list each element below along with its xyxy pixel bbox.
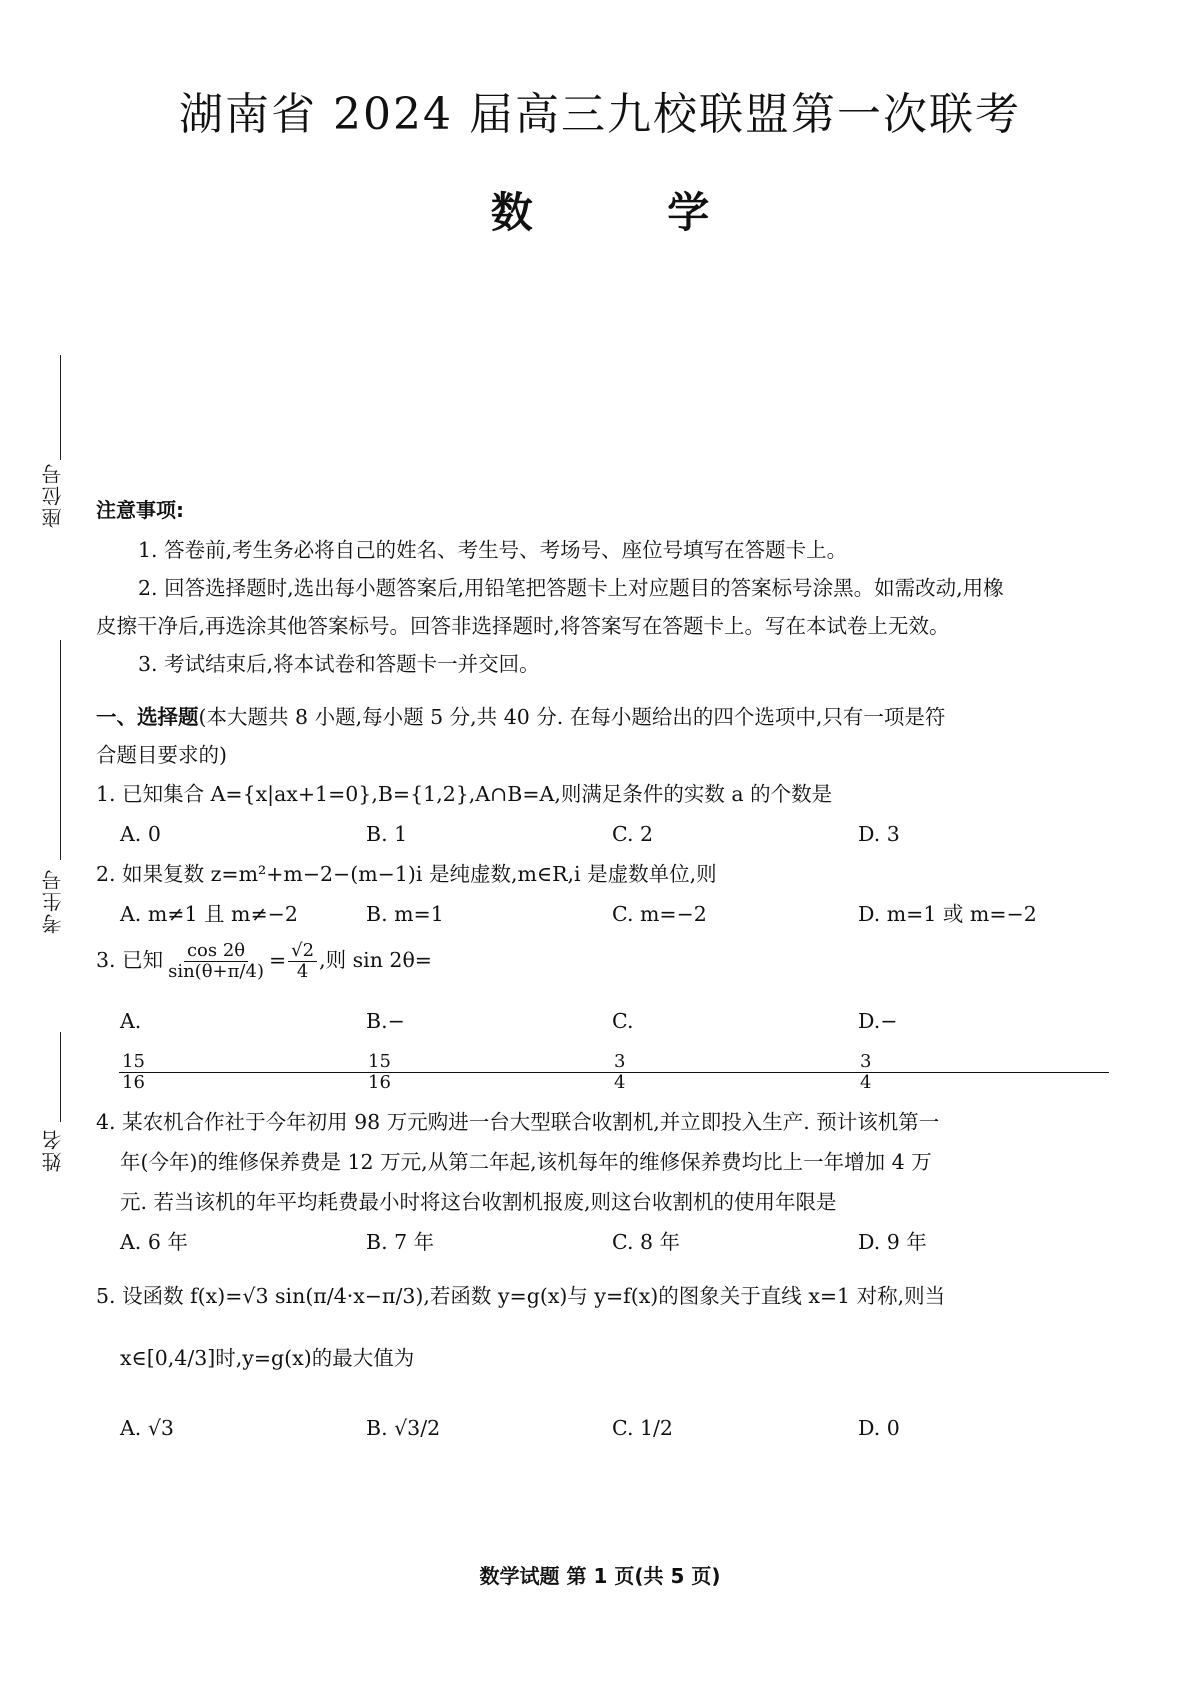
q3-d-label: D.	[858, 1008, 881, 1033]
q3-equals: =	[268, 948, 287, 972]
q2-option-a: A. m≠1 且 m≠−2	[120, 902, 298, 926]
q3-suffix: ,则 sin 2θ=	[319, 948, 432, 972]
q3-option-c	[612, 996, 858, 1096]
q3-d-sign: −	[880, 1008, 898, 1033]
q3-prefix: 3. 已知	[96, 948, 164, 972]
notice-item-3: 3. 考试结束后,将本试卷和答题卡一并交回。	[138, 652, 540, 676]
question-3-options	[96, 996, 1116, 1096]
name-line	[60, 1032, 61, 1122]
question-5-options	[96, 1408, 1116, 1448]
q3-a-num: 15	[119, 1052, 371, 1073]
q3-b-den: 16	[368, 1071, 391, 1093]
examno-line	[60, 640, 61, 860]
q2-option-d: D. m=1 或 m=−2	[858, 902, 1037, 926]
q3-a-den: 16	[122, 1071, 145, 1093]
question-2-options	[96, 894, 1116, 934]
section-desc-1: (本大题共 8 小题,每小题 5 分,共 40 分. 在每小题给出的四个选项中,只有一项是符	[198, 705, 946, 729]
q3-d-num: 3	[857, 1052, 1109, 1073]
q5-option-d: D. 0	[858, 1415, 900, 1440]
q4-option-c: C. 8 年	[612, 1229, 681, 1254]
question-4-options	[96, 1222, 1116, 1262]
q3-rhs-denominator: 4	[296, 961, 309, 982]
q4-option-a: A. 6 年	[120, 1229, 188, 1254]
q5-option-b: B. √3/2	[366, 1415, 441, 1440]
notice-item-2-cont: 皮擦干净后,再选涂其他答案标号。回答非选择题时,将答案写在答题卡上。写在本试卷上无效。	[96, 614, 950, 638]
examno-label: 考生号	[41, 868, 65, 934]
subject-title: 数 学	[490, 188, 770, 237]
q3-rhs-numerator: √2	[288, 941, 317, 962]
q3-b-num: 15	[365, 1052, 617, 1073]
q5-option-c: C. 1/2	[612, 1415, 673, 1440]
q3-d-den: 4	[860, 1071, 872, 1093]
q1-option-d: D. 3	[858, 822, 900, 846]
q3-option-b	[366, 996, 612, 1096]
q1-option-c: C. 2	[612, 822, 654, 846]
question-4-line-1: 4. 某农机合作社于今年初用 98 万元购进一台大型联合收割机,并立即投入生产. 预计该机第一	[96, 1109, 940, 1134]
question-3-stem	[96, 940, 1116, 982]
q1-option-b: B. 1	[366, 822, 408, 846]
notice-title: 注意事项:	[96, 498, 184, 522]
question-5-line-2: x∈[0,4/3]时,y=g(x)的最大值为	[120, 1345, 415, 1370]
name-label: 姓名	[41, 1128, 65, 1172]
q3-c-num: 3	[611, 1052, 863, 1073]
q1-option-a: A. 0	[120, 822, 161, 846]
notice-block	[96, 494, 1116, 683]
page-footer: 数学试题 第 1 页(共 5 页)	[479, 1564, 721, 1588]
section-heading: 一、选择题	[96, 705, 199, 729]
q3-a-label: A.	[120, 1008, 142, 1033]
question-1-options	[96, 814, 1116, 854]
question-5-line-1: 5. 设函数 f(x)=√3 sin(π/4·x−π/3),若函数 y=g(x)与 y=f(x)的图象关于直线 x=1 对称,则当	[96, 1283, 946, 1308]
q4-option-b: B. 7 年	[366, 1229, 435, 1254]
q2-option-b: B. m=1	[366, 902, 444, 926]
exam-title: 湖南省 2024 届高三九校联盟第一次联考	[179, 89, 1021, 140]
q3-b-sign: −	[387, 1008, 405, 1033]
question-4-line-3: 元. 若当该机的年平均耗费最小时将这台收割机报废,则这台收割机的使用年限是	[120, 1189, 837, 1214]
q3-option-d	[858, 996, 1104, 1096]
seat-line	[60, 355, 61, 460]
seat-label: 座位号	[41, 462, 65, 528]
q3-lhs-numerator: cos 2θ	[184, 941, 248, 962]
q4-option-d: D. 9 年	[858, 1229, 927, 1254]
question-2-stem: 2. 如果复数 z=m²+m−2−(m−1)i 是纯虚数,m∈R,i 是虚数单位,则	[96, 862, 717, 886]
q3-b-label: B.	[366, 1008, 388, 1033]
q3-option-a	[120, 996, 366, 1096]
q3-c-den: 4	[614, 1071, 626, 1093]
question-4-line-2: 年(今年)的维修保养费是 12 万元,从第二年起,该机每年的维修保养费均比上一年增加 4 万	[120, 1149, 932, 1174]
section-1	[96, 698, 1116, 1448]
q3-lhs-denominator: sin(θ+π/4)	[168, 961, 264, 982]
question-1-stem: 1. 已知集合 A={x|ax+1=0},B={1,2},A∩B=A,则满足条件的实数 a 的个数是	[96, 782, 833, 806]
q3-c-label: C.	[612, 1008, 634, 1033]
notice-item-2: 2. 回答选择题时,选出每小题答案后,用铅笔把答题卡上对应题目的答案标号涂黑。如需改动,用橡	[138, 576, 1004, 600]
q5-option-a: A. √3	[120, 1415, 174, 1440]
section-desc-2: 合题目要求的)	[96, 743, 227, 767]
q2-option-c: C. m=−2	[612, 902, 707, 926]
notice-item-1: 1. 答卷前,考生务必将自己的姓名、考生号、考场号、座位号填写在答题卡上。	[138, 538, 848, 562]
